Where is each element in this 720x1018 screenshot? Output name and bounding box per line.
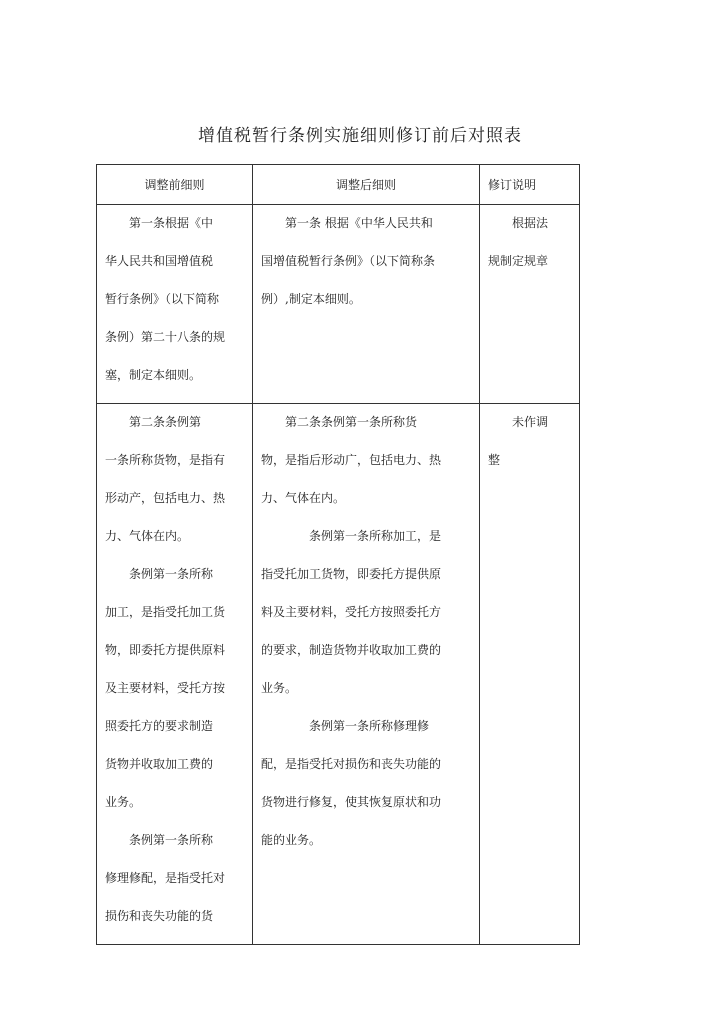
comparison-table	[96, 164, 580, 945]
text-line: 力、气体在内。	[105, 529, 190, 543]
row1-before-cell	[97, 205, 253, 404]
text-line: 指受托加工货物，即委托方提供原	[261, 567, 442, 581]
text-line: 未作调	[512, 415, 549, 429]
text-line: 力、气体在内。	[261, 491, 346, 505]
row2-note-cell	[480, 404, 580, 945]
text-line: 料及主要材料，受托方按照委托方	[261, 605, 442, 619]
text-line: 配，是指受托对损伤和丧失功能的	[261, 757, 442, 771]
text-line: 塞，制定本细则。	[105, 368, 202, 382]
text-line: 国增值税暂行条例》（以下简称条	[261, 254, 436, 268]
text-line: 业务。	[105, 795, 142, 809]
text-line: 形动产，包括电力、热	[105, 491, 226, 505]
table-header-row	[97, 165, 580, 205]
header-note: 修订说明	[480, 165, 580, 205]
text-line: 条例第一条所称	[129, 833, 214, 847]
text-line: 华人民共和国增值税	[105, 254, 214, 268]
header-after: 调整后细则	[253, 165, 480, 205]
text-line: 第一条根据《中	[129, 216, 214, 230]
text-line: 暂行条例》（以下简称	[105, 292, 220, 306]
text-line: 第二条条例第一条所称货	[285, 415, 418, 429]
row1-after-cell	[253, 205, 480, 404]
text-line: 业务。	[261, 681, 298, 695]
text-line: 条例）第二十八条的规	[105, 330, 226, 344]
table-row	[97, 205, 580, 404]
document-title: 增值税暂行条例实施细则修订前后对照表	[198, 126, 522, 146]
row2-after-cell	[253, 404, 480, 945]
row1-note-cell	[480, 205, 580, 404]
row2-before-cell	[97, 404, 253, 945]
text-line: 货物进行修复，使其恢复原状和功	[261, 795, 442, 809]
text-line: 第二条条例第	[129, 415, 202, 429]
text-line: 例）,制定本细则。	[261, 292, 361, 306]
text-line: 一条所称货物，是指有	[105, 453, 226, 467]
header-before: 调整前细则	[97, 165, 253, 205]
text-line: 照委托方的要求制造	[105, 719, 214, 733]
text-line: 及主要材料，受托方按	[105, 681, 226, 695]
text-line: 条例第一条所称	[129, 567, 214, 581]
text-line: 货物并收取加工费的	[105, 757, 214, 771]
text-line: 条例第一条所称加工，是	[309, 529, 442, 543]
text-line: 物，是指后形动广，包括电力、热	[261, 453, 442, 467]
text-line: 规制定规章	[488, 254, 549, 268]
text-line: 修理修配，是指受托对	[105, 871, 226, 885]
text-line: 能的业务。	[261, 833, 322, 847]
table-row	[97, 404, 580, 945]
text-line: 根据法	[512, 216, 549, 230]
text-line: 整	[488, 453, 501, 467]
text-line: 加工，是指受托加工货	[105, 605, 226, 619]
text-line: 物，即委托方提供原料	[105, 643, 226, 657]
text-line: 的要求，制造货物并收取加工费的	[261, 643, 442, 657]
text-line: 条例第一条所称修理修	[309, 719, 430, 733]
text-line: 第一条 根据《中华人民共和	[285, 216, 433, 230]
text-line: 损伤和丧失功能的货	[105, 909, 214, 923]
